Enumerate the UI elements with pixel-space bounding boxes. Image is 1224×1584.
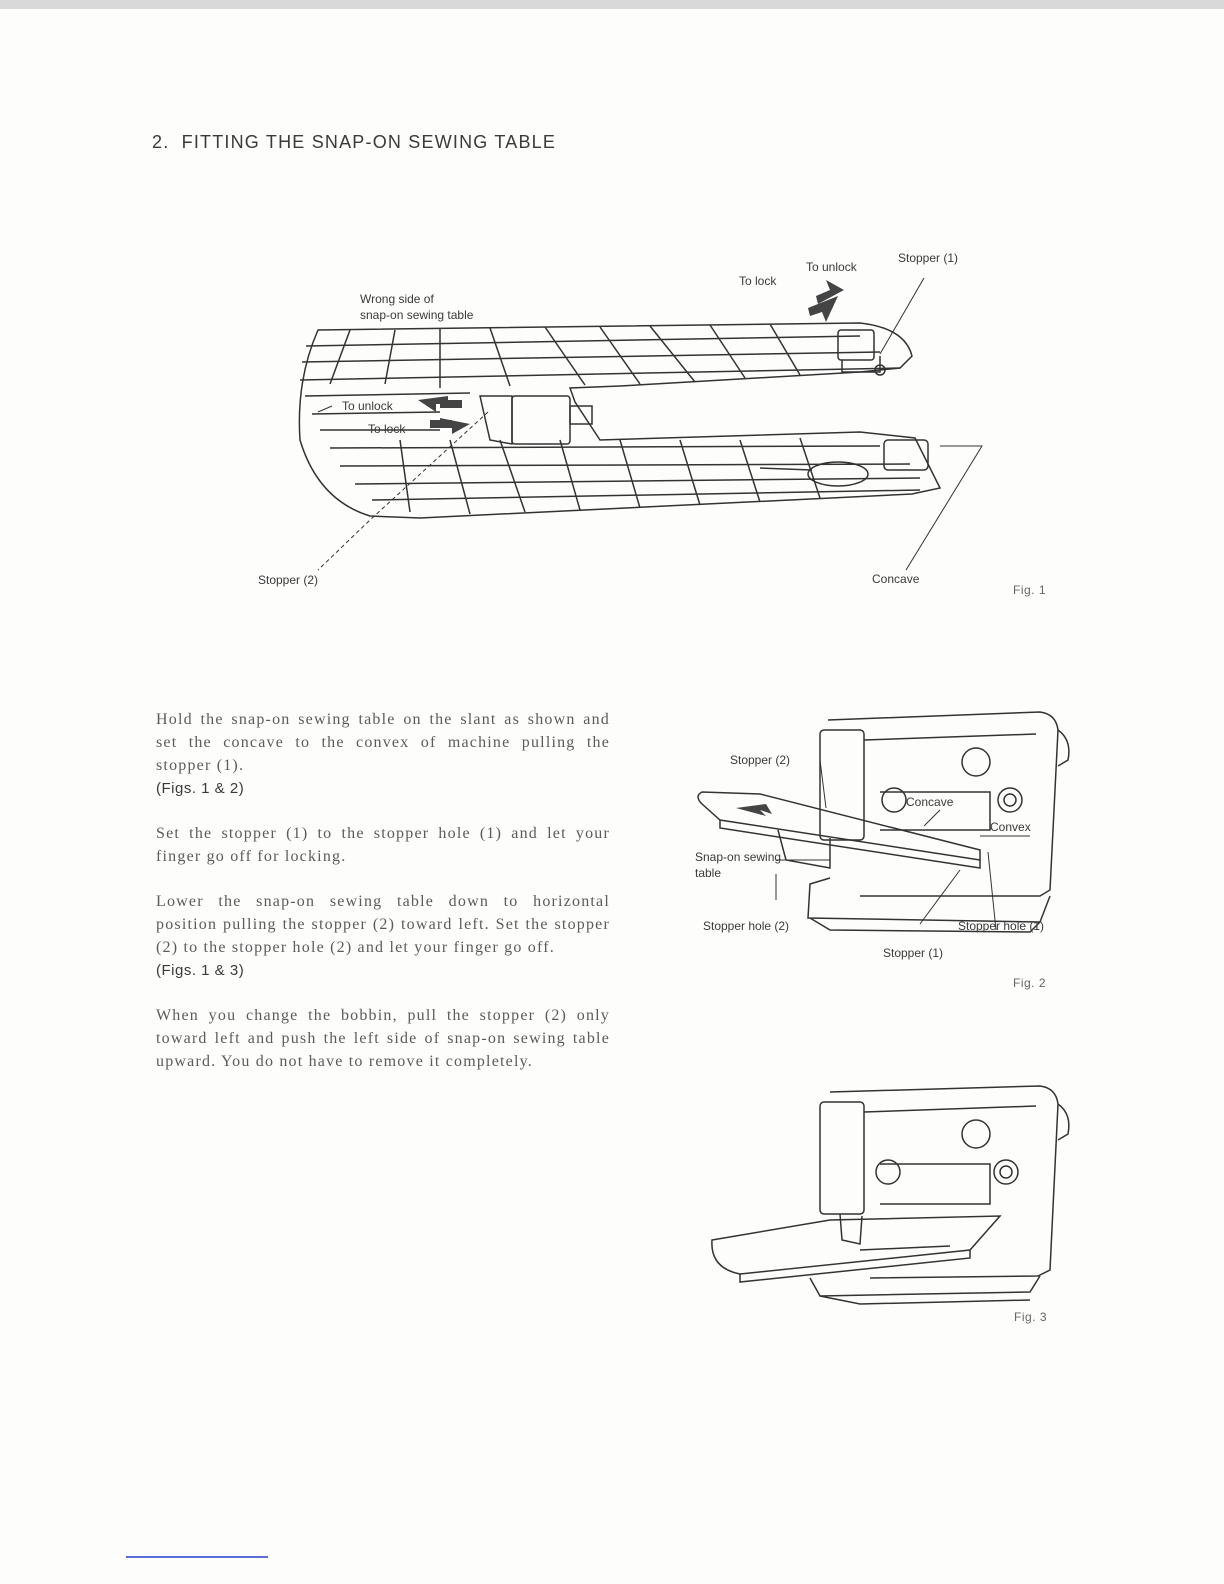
instruction-paragraph-2: Set the stopper (1) to the stopper hole (1) and let your finger go off for locking.: [156, 825, 610, 865]
figure-2: [680, 700, 1100, 1000]
figure-reference-1: (Figs. 1 & 2): [156, 780, 245, 797]
fig1-to-lock-top-label: To lock: [739, 274, 777, 288]
figure-3-illustration: [700, 1070, 1100, 1330]
fig1-caption: Fig. 1: [1013, 583, 1047, 597]
fig3-caption: Fig. 3: [1014, 1310, 1048, 1324]
fig1-to-unlock-top-label: To unlock: [806, 260, 857, 274]
fig2-convex-label: Convex: [990, 820, 1031, 834]
section-number: 2.: [152, 132, 170, 152]
figure-2-illustration: [680, 700, 1100, 1000]
fig1-wrong-side-label-line2: snap-on sewing table: [360, 308, 474, 322]
figure-1: [0, 0, 1224, 620]
figure-3: [700, 1070, 1100, 1330]
fig1-wrong-side-label-line1: Wrong side of: [360, 292, 434, 306]
fig1-stopper1-label: Stopper (1): [898, 251, 959, 265]
fig2-caption: Fig. 2: [1013, 976, 1047, 990]
fig2-stopper-hole2-label: Stopper hole (2): [703, 919, 790, 933]
figure-1-illustration: [0, 0, 1224, 620]
instruction-paragraph-1: Hold the snap-on sewing table on the slant as shown and set the concave to the convex of machine pulling the stopper (1).: [156, 711, 610, 774]
fig2-stopper2-label: Stopper (2): [730, 753, 791, 767]
fig1-to-unlock-left-label: To unlock: [342, 399, 393, 413]
fig1-concave-label: Concave: [872, 572, 920, 586]
fig1-stopper2-label: Stopper (2): [258, 573, 319, 587]
instructions: [156, 708, 610, 1073]
section-title: FITTING THE SNAP-ON SEWING TABLE: [181, 132, 557, 152]
fig2-stopper1-label: Stopper (1): [883, 946, 944, 960]
fig2-concave-label: Concave: [906, 795, 954, 809]
bottom-rule: [126, 1556, 268, 1558]
fig2-snap-on-label-line2: table: [695, 866, 722, 880]
instruction-paragraph-4: When you change the bobbin, pull the stopper (2) only toward left and push the left side of snap-on sewing table upward. You do not have to remove it completely.: [156, 1007, 610, 1070]
figure-reference-2: (Figs. 1 & 3): [156, 962, 245, 979]
instruction-paragraph-3: Lower the snap-on sewing table down to horizontal position pulling the stopper (2) toward left. Set the stopper (2) to the stopper hole (2) and let your finger go off.: [156, 893, 610, 956]
fig1-to-lock-left-label: To lock: [368, 422, 406, 436]
fig2-stopper-hole1-label: Stopper hole (1): [958, 919, 1045, 933]
fig2-snap-on-label-line1: Snap-on sewing: [695, 850, 782, 864]
